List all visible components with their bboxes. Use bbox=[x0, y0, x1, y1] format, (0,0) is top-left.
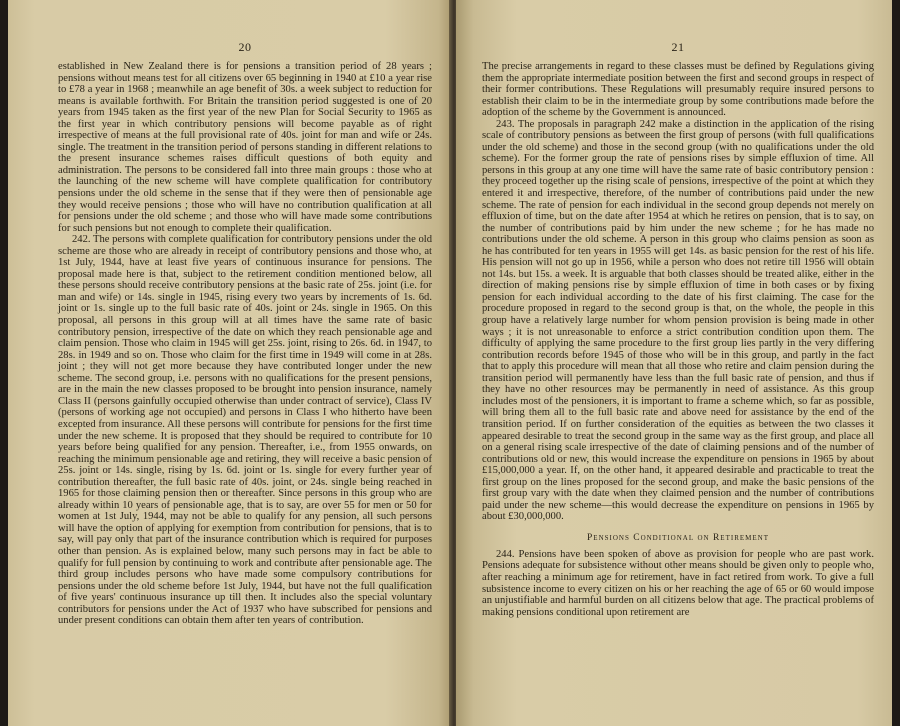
paragraph: 244. Pensions have been spoken of above as provision for people who are past work. Pensions adequate for subsistence without other means should be given only to people who, after reaching a minimum age for retirement, have in fact retired from work. To give a full subsistence income to every citizen on his or her reaching the age of 65 or 60 would impose an unjustifiable and harmful burden on all citizens below that age. The practical problems of making pensions conditional upon retirement are bbox=[482, 548, 874, 618]
right-page bbox=[456, 0, 892, 726]
section-heading: Pensions Conditional on Retirement bbox=[587, 532, 769, 543]
paragraph: The precise arrangements in regard to these classes must be defined by Regulations giving them the appropriate intermediate position between the first and second groups in respect of their former contributions. These Regulations will presumably require insured persons to establish their claim to be in the intermediate group by some contributions made before the adoption of the scheme by the Government is announced. bbox=[482, 61, 874, 119]
page-number: 21 bbox=[671, 40, 685, 54]
left-page bbox=[8, 0, 452, 726]
page-number: 20 bbox=[238, 40, 252, 54]
paragraph: established in New Zealand there is for pensions a transition period of 28 years ; pensions without means test for all citizens over 65 beginning in 1940 at £10 a year rise to £78 a year in 1968 ; meanwhile an age benefit of 30s. a week subject to reduction for means is available forthwith. For Britain the transition period suggested is one of 20 years from 1945 taken as the first year of the new Plan for Social Security to 1965 as the first year in which contributory pensions will become payable as of right irrespective of means at the full provisional rate of 40s. joint for man and wife or 24s. single. The treatment in the transition period of persons standing in different relations to the present insurance schemes raises difficult questions of both equity and administration. The persons to be considered fall into three main groups : those who at the launching of the new scheme will have complete qualification for contributory pensions under the old scheme in the sense that if they were then of pensionable age they would receive pensions ; those who will have no contribution qualification at all for pensions under the old scheme ; and those who will have made some contributions for such pensions but not enough to complete their qualification. bbox=[58, 61, 432, 234]
paragraph: 242. The persons with complete qualification for contributory pensions under the old scheme are those who are already in receipt of contributory pensions and those who, at 1st July, 1944, have at least five years of continuous insurance for pensions. The proposal made here is that, subject to the retirement condition mentioned below, all these persons should receive contributory pensions at the basic rate of 25s. joint (i.e. for man and wife) or 14s. single in 1945, rising every two years by increments of 1s. 6d. joint or 1s. single up to the full basic rate of 40s. joint or 24s. single in 1965. On this proposal, all persons in this group will at all times have the same rate of basic contributory pension, irrespective of the date on which they reach pensionable age and claim pension. Those who claim in 1945 will get 25s. joint, rising to 26s. 6d. in 1947, to 28s. in 1949 and so on. Those who claim for the first time in 1949 will come in at 28s. joint ; they will not get more because they have contributed longer under the new scheme. The second group, i.e. persons with no qualifications for the present pensions, are in the main the new classes proposed to be brought into pension insurance, namely Class II (persons gainfully occupied otherwise than under contract of service), Class IV (persons of working age not occupied) and persons in Class I who hitherto have been excepted from insurance. All these persons will contribute for pensions for the first time under the new scheme. It is proposed that they should be required to contribute for 10 years before being qualified for any pension. Thereafter, i.e., from 1955 onwards, on reaching the minimum pensionable age and retiring, they will receive a basic pension of 25s. joint or 14s. single, rising by 1s. 6d. joint or 1s. single for every further year of contribution thereafter, the full basic rate of 40s. joint, or 24s. single being reached in 1965 for those claiming pension then or thereafter. Since persons in this group who are already within 10 years of pensionable age, that is to say, are over 55 for men or 50 for women at 1st July, 1944, may not be able to qualify for any pension, all such persons will have the option of applying for exemption from contribution for pensions, that is to say, will pay only that part of the insurance contribution which is required for purposes other than pension. As is explained below, many such persons may in fact be able to qualify for full pension by continuing to work and contribute after pensionable age. The third group includes persons who have made some compulsory contributions for pensions under the old scheme before 1st July, 1944, but have not the full qualification of five years' continuous insurance up till then. It includes also the special voluntary contributors for pensions under the Act of 1937 who have subscribed for pensions and under present conditions can obtain them after ten years of contribution. bbox=[58, 234, 432, 627]
paragraph: 243. The proposals in paragraph 242 make a distinction in the application of the rising scale of contributory pensions as between the first group of persons (with full qualifications under the old scheme) and those in the second group (with no qualifications under the old scheme). For the former group the rate of pensions rises by simple effluxion of time. All persons in this group at any one time will have the same rate of basic contributory pension : they proceed together up the rising scale of pensions, irrespective of the point at which they entered it and irrespective, therefore, of the number of contributions paid under the new scheme. The rate of pension for each individual in the second group depends not merely on effluxion of time, but on the date after 1954 at which he retires on pension, that is to say, on the number of contributions paid by him under the new scheme ; for he has made no contributions under the old scheme. A person in this group who claims pension as soon as he has contributed for ten years in 1955 will get 14s. as basic pension for the rest of his life. His pension will not go up in 1956, while a person who does not retire till 1956 will obtain not 14s. but 15s. a week. It is arguable that both classes should be treated alike, either in the direction of making pensions rise by simple effluxion of time in both cases or by fixing pension for each individual according to the date of his first claiming. The case for the procedure proposed in regard to the second group is that, on the whole, the people in this group have a relatively large number for whom pension provision is being made in other ways ; it is not unreasonable to enforce a strict contribution condition upon them. The difficulty of applying the same procedure to the first group lies partly in the very differing contribution records before 1945 of those who will be in this group, and partly in the fact that to apply this procedure will mean that all those who retire and claim pension during the transition period will permanently have less than the full basic rate of pension, and thus if they have no other resources may be permanently in need of assistance. As this group includes most of the pensioners, it is important to frame a scheme which, so far as possible, will bring them all to the full basic rate and above need for assistance by the end of the transition period. If on further consideration of the equities as between the two classes it appeared desirable to treat the second group in the same way as the first group, and place all on a general rising scale irrespective of the date of claiming pensions and of the number of contributions old or new, this would increase the expenditure on pensions in 1965 by about £15,000,000 a year. If, on the other hand, it appeared desirable and practicable to treat the first group on the lines proposed for the second group, and make the basic pensions of the first group vary with the date when they claimed pension and the number of contributions paid under the new scheme—this would decrease the expenditure on pensions in 1965 by about £30,000,000. bbox=[482, 118, 874, 523]
